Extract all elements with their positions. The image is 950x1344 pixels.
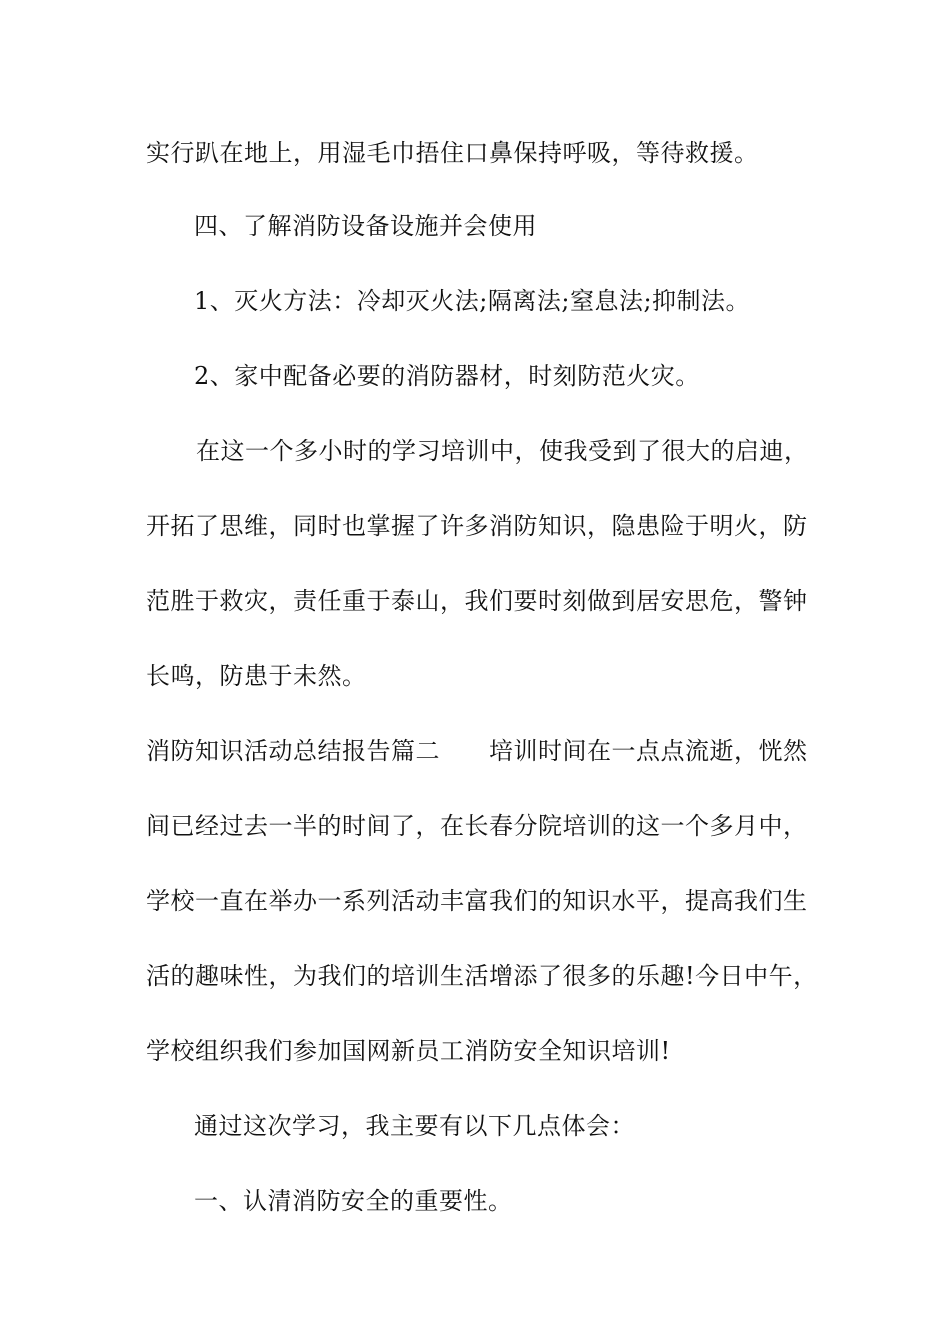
paragraph-line: 开拓了思维，同时也掌握了许多消防知识，隐患险于明火，防	[146, 512, 808, 540]
article-heading-line: 消防知识活动总结报告篇二 培训时间在一点点流逝，恍然	[146, 737, 808, 765]
section-heading: 一、认清消防安全的重要性。	[194, 1187, 513, 1215]
paragraph-line: 范胜于救灾，责任重于泰山，我们要时刻做到居安思危，警钟	[146, 587, 808, 615]
paragraph-line: 活的趣味性，为我们的培训生活增添了很多的乐趣!今日中午，	[146, 962, 818, 990]
list-item: 2、家中配备必要的消防器材，时刻防范火灾。	[194, 362, 700, 390]
paragraph-line: 长鸣，防患于未然。	[146, 662, 367, 690]
list-item: 1、灭火方法：冷却灭火法;隔离法;窒息法;抑制法。	[194, 287, 751, 315]
section-heading: 四、了解消防设备设施并会使用	[194, 212, 537, 240]
paragraph-line: 通过这次学习，我主要有以下几点体会：	[194, 1112, 635, 1140]
paragraph-line: 在这一个多小时的学习培训中，使我受到了很大的启迪，	[196, 437, 809, 465]
paragraph-line: 学校一直在举办一系列活动丰富我们的知识水平，提高我们生	[146, 887, 808, 915]
paragraph-line: 实行趴在地上，用湿毛巾捂住口鼻保持呼吸，等待救援。	[146, 139, 759, 167]
paragraph-line: 间已经过去一半的时间了，在长春分院培训的这一个多月中，	[146, 812, 808, 840]
paragraph-line: 学校组织我们参加国网新员工消防安全知识培训!	[146, 1037, 671, 1065]
